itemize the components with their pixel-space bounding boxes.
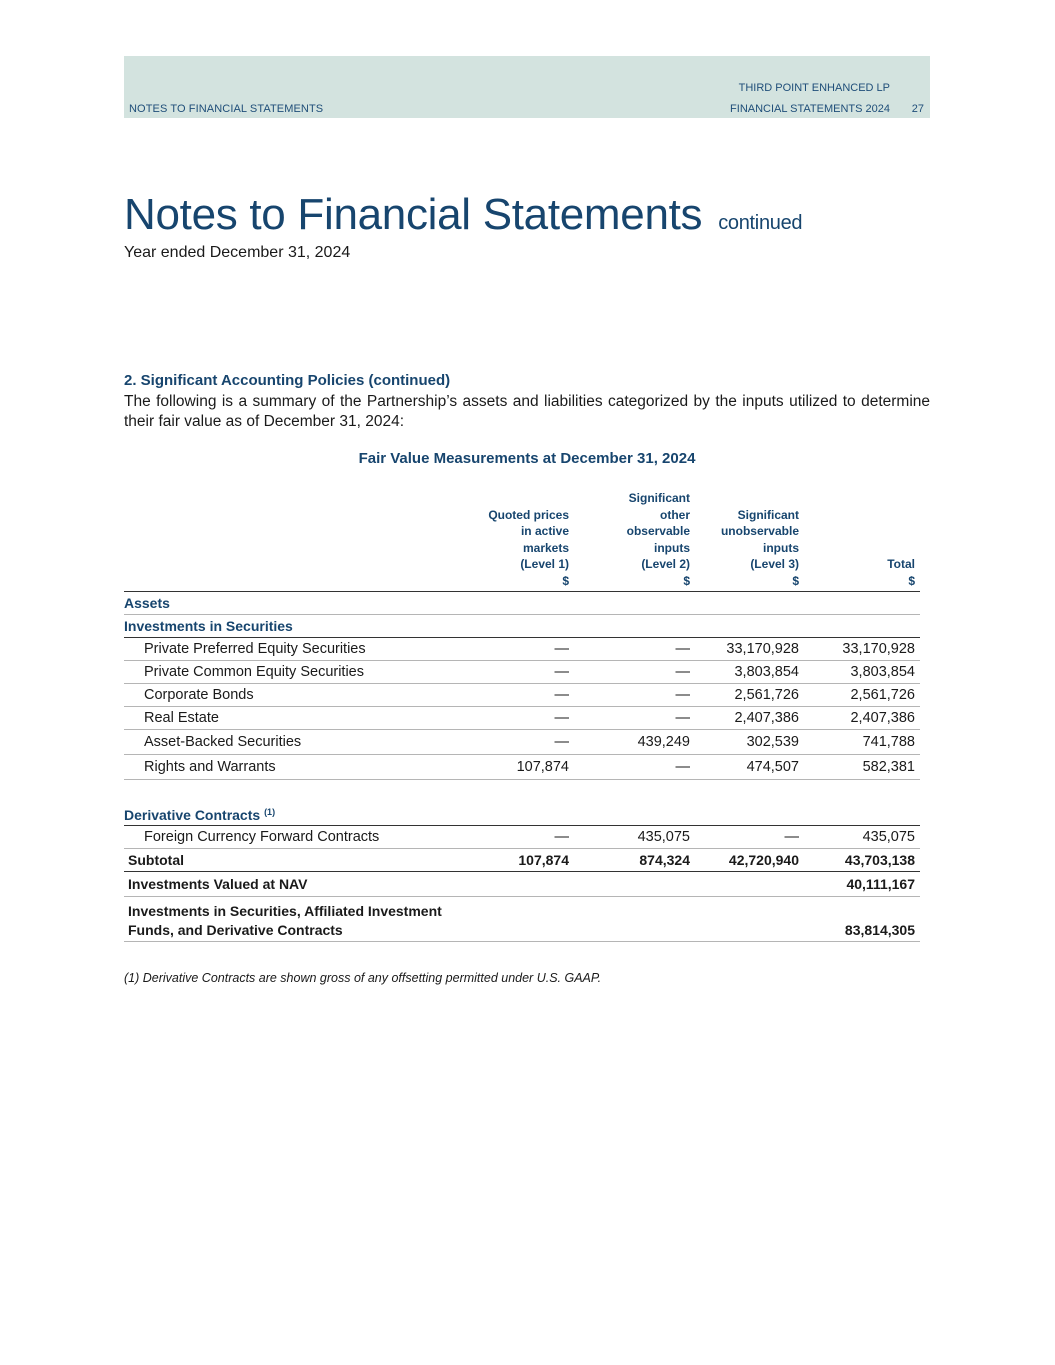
footnote-marker: (1) bbox=[264, 807, 276, 817]
category-label: Assets bbox=[124, 592, 920, 615]
row-label: Real Estate bbox=[124, 707, 444, 730]
column-header-line: in active bbox=[520, 524, 569, 538]
table-header-row bbox=[124, 490, 920, 592]
cell-level3: — bbox=[695, 826, 804, 849]
cell-level1: — bbox=[444, 638, 574, 661]
column-header-line: inputs bbox=[654, 540, 690, 555]
table-row bbox=[124, 826, 920, 849]
cell-level2: 439,249 bbox=[574, 730, 695, 755]
derivatives-category-row bbox=[124, 802, 920, 826]
nav-row bbox=[124, 872, 920, 897]
column-header-line: Total bbox=[887, 557, 915, 571]
cell-total: 2,561,726 bbox=[804, 684, 920, 707]
spacer-row bbox=[124, 780, 920, 803]
cell-level3: 2,561,726 bbox=[695, 684, 804, 707]
column-header-line: inputs bbox=[763, 540, 799, 555]
column-header-line: markets bbox=[522, 540, 569, 555]
table-title: Fair Value Measurements at December 31, 2024 bbox=[358, 450, 696, 467]
table-row bbox=[124, 638, 920, 661]
cell-level2: 435,075 bbox=[574, 826, 695, 849]
column-header-line: other bbox=[660, 507, 690, 522]
cell-level1: — bbox=[444, 707, 574, 730]
row-label-cell bbox=[124, 897, 804, 942]
table-row bbox=[124, 755, 920, 780]
category-cell bbox=[124, 802, 920, 826]
column-header-level3 bbox=[695, 490, 804, 592]
header-document-name: FINANCIAL STATEMENTS 2024 bbox=[730, 103, 890, 115]
cell-level2: — bbox=[574, 684, 695, 707]
row-label-line: Funds, and Derivative Contracts bbox=[128, 922, 343, 938]
cell-level1: 107,874 bbox=[444, 849, 574, 872]
cell-level1: — bbox=[444, 826, 574, 849]
table-row bbox=[124, 707, 920, 730]
column-header-line: unobservable bbox=[720, 524, 799, 538]
page-number: 27 bbox=[911, 103, 924, 115]
row-label: Private Preferred Equity Securities bbox=[124, 638, 444, 661]
row-label: Investments Valued at NAV bbox=[124, 872, 444, 897]
column-header-line: Significant bbox=[737, 507, 799, 522]
table-row bbox=[124, 684, 920, 707]
column-header-total bbox=[804, 490, 920, 592]
column-header-line: (Level 1) bbox=[520, 557, 569, 571]
cell-level3: 33,170,928 bbox=[695, 638, 804, 661]
column-header-line: $ bbox=[792, 573, 799, 588]
column-header-line: $ bbox=[683, 573, 690, 588]
category-label: Derivative Contracts bbox=[124, 807, 261, 823]
section-heading: 2. Significant Accounting Policies (continued) bbox=[124, 372, 451, 389]
cell-level1: — bbox=[444, 684, 574, 707]
cell-level3: 302,539 bbox=[695, 730, 804, 755]
footnote: (1) Derivative Contracts are shown gross of any offsetting permitted under U.S. GAAP. bbox=[124, 971, 602, 985]
header-label-cell bbox=[124, 490, 444, 592]
cell-total: 40,111,167 bbox=[804, 872, 920, 897]
column-header-line: observable bbox=[626, 524, 690, 538]
header-company-name: THIRD POINT ENHANCED LP bbox=[738, 82, 890, 94]
cell-total: 2,407,386 bbox=[804, 707, 920, 730]
cell-level2: — bbox=[574, 707, 695, 730]
column-header-line: $ bbox=[908, 573, 915, 588]
cell-level1: — bbox=[444, 730, 574, 755]
row-label: Asset-Backed Securities bbox=[124, 730, 444, 755]
cell-level3: 3,803,854 bbox=[695, 661, 804, 684]
column-header-line: Quoted prices bbox=[488, 507, 569, 522]
subtotal-row bbox=[124, 849, 920, 872]
page-subtitle: Year ended December 31, 2024 bbox=[124, 244, 351, 261]
cell-level2: 874,324 bbox=[574, 849, 695, 872]
row-label: Corporate Bonds bbox=[124, 684, 444, 707]
cell-total: 435,075 bbox=[804, 826, 920, 849]
cell-level3: 2,407,386 bbox=[695, 707, 804, 730]
row-label: Foreign Currency Forward Contracts bbox=[124, 826, 444, 849]
page-header-band bbox=[124, 56, 930, 118]
page-title-main: Notes to Financial Statements bbox=[124, 190, 703, 239]
investments-category-row bbox=[124, 615, 920, 638]
cell-level3: 474,507 bbox=[695, 755, 804, 780]
table-row bbox=[124, 730, 920, 755]
column-header-line: $ bbox=[562, 573, 569, 588]
cell-total: 43,703,138 bbox=[804, 849, 920, 872]
page-title-continued: continued bbox=[718, 212, 803, 234]
page-title bbox=[124, 190, 802, 240]
section-intro-paragraph: The following is a summary of the Partnership’s assets and liabilities categorized by the inputs utilized to determine their fair value as of December 31, 2024: bbox=[124, 393, 930, 430]
cell-total: 741,788 bbox=[804, 730, 920, 755]
fair-value-table bbox=[124, 490, 920, 942]
cell-level2: — bbox=[574, 638, 695, 661]
cell-total: 3,803,854 bbox=[804, 661, 920, 684]
cell-total: 33,170,928 bbox=[804, 638, 920, 661]
cell-total: 83,814,305 bbox=[804, 897, 920, 942]
cell-level2: — bbox=[574, 755, 695, 780]
cell-total: 582,381 bbox=[804, 755, 920, 780]
assets-category-row bbox=[124, 592, 920, 615]
header-section-label: NOTES TO FINANCIAL STATEMENTS bbox=[129, 103, 324, 115]
table-row bbox=[124, 661, 920, 684]
column-header-line: Significant bbox=[628, 491, 690, 505]
cell-level1: 107,874 bbox=[444, 755, 574, 780]
column-header-line: (Level 2) bbox=[641, 557, 690, 571]
column-header-level1 bbox=[444, 490, 574, 592]
row-label: Rights and Warrants bbox=[124, 755, 444, 780]
row-label-line: Investments in Securities, Affiliated Investment bbox=[128, 903, 442, 919]
cell-level1: — bbox=[444, 661, 574, 684]
cell-level2: — bbox=[574, 661, 695, 684]
column-header-line: (Level 3) bbox=[750, 557, 799, 571]
column-header-level2 bbox=[574, 490, 695, 592]
row-label: Subtotal bbox=[124, 849, 444, 872]
grand-total-row bbox=[124, 897, 920, 942]
row-label: Private Common Equity Securities bbox=[124, 661, 444, 684]
category-label: Investments in Securities bbox=[124, 615, 920, 638]
cell-level3: 42,720,940 bbox=[695, 849, 804, 872]
